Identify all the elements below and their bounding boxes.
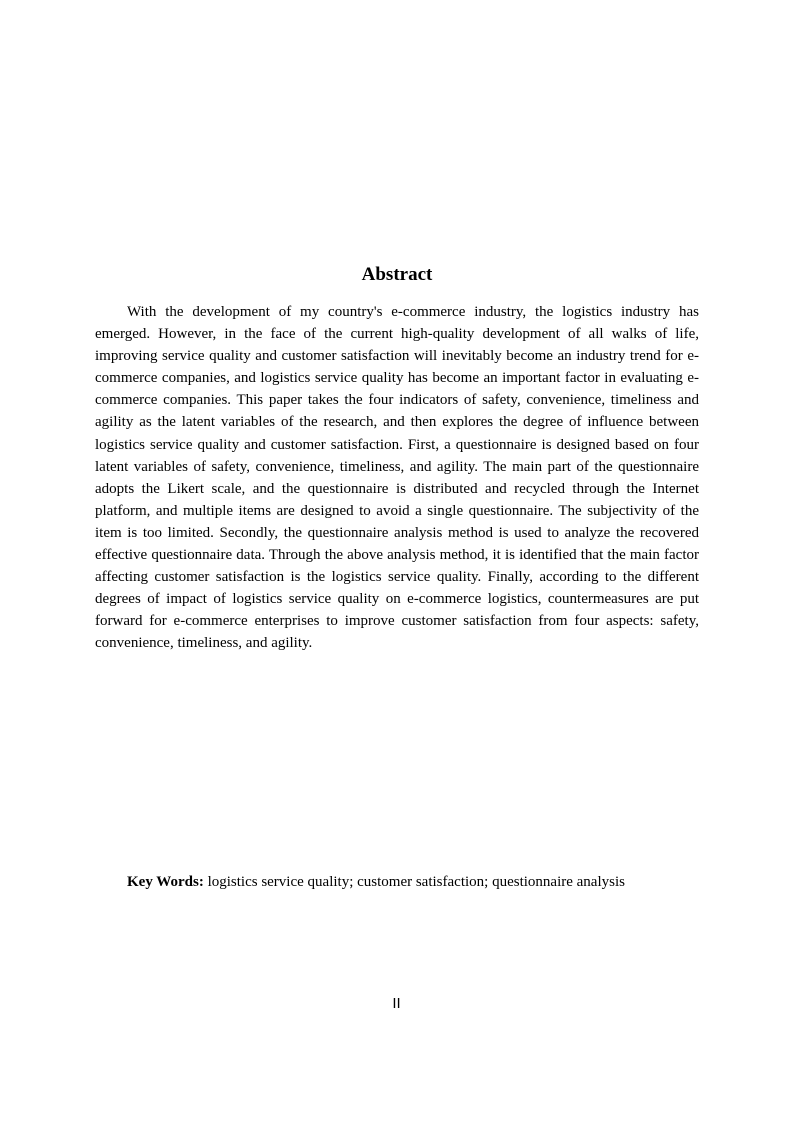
keywords-line (127, 871, 625, 893)
keywords-text: logistics service quality; customer satisfaction; questionnaire analysis (203, 874, 625, 890)
abstract-body: With the development of my country's e-commerce industry, the logistics industry has emerged. However, in the face of the current high-quality development of all walks of life, improving service quality and customer satisfaction will inevitably become an industry trend for e-commerce companies, and logistics service quality has become an important factor in evaluating e-commerce companies. This paper takes the four indicators of safety, convenience, timeliness and agility as the latent variables of the research, and then explores the degree of influence between logistics service quality and customer satisfaction. First, a questionnaire is designed based on four latent variables of safety, convenience, timeliness, and agility. The main part of the questionnaire adopts the Likert scale, and the questionnaire is distributed and recycled through the Internet platform, and multiple items are designed to avoid a single questionnaire. The subjectivity of the item is too limited. Secondly, the questionnaire analysis method is used to analyze the recovered effective questionnaire data. Through the above analysis method, it is identified that the main factor affecting customer satisfaction is the logistics service quality. Finally, according to the different degrees of impact of logistics service quality on e-commerce logistics, countermeasures are put forward for e-commerce enterprises to improve customer satisfaction from four aspects: safety, convenience, timeliness, and agility. (95, 304, 699, 652)
keywords-label: Key Words: (127, 874, 204, 890)
page-number: II (392, 995, 401, 1012)
abstract-title: Abstract (361, 264, 433, 285)
